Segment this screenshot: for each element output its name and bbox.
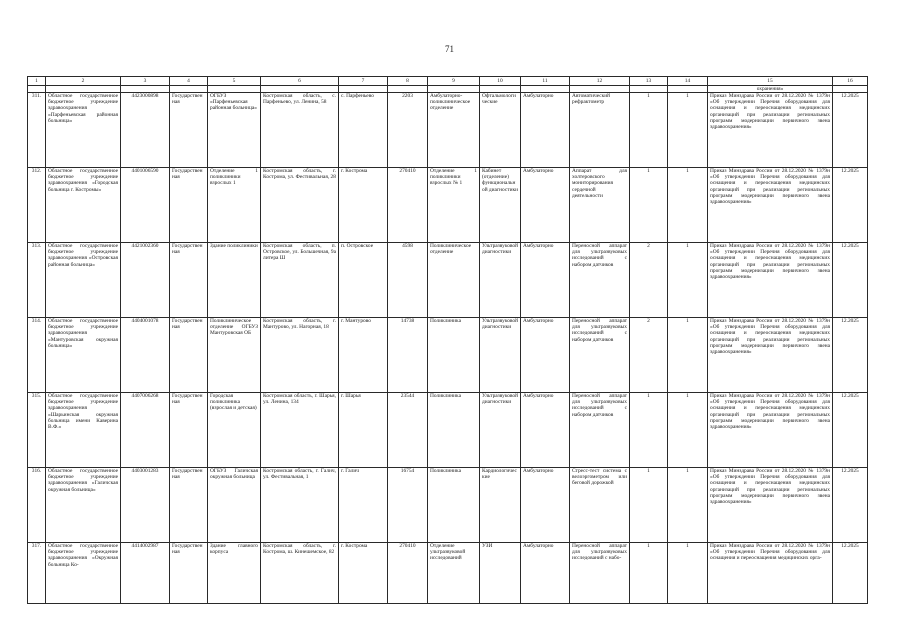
quantity-a	[630, 393, 668, 468]
column-header: 3	[121, 77, 170, 86]
locality-code-text: 14738	[400, 318, 415, 325]
structural-unit	[208, 93, 261, 168]
institution-name-text: Областное государственное бюджетное учреждение здравоохранения «Окружная больница Ко-	[48, 543, 118, 568]
equipment-name-text: Переносной аппарат для ультразвуковых исследований с набором датчиков	[572, 393, 627, 418]
quantity-a-text: 1	[647, 543, 650, 550]
page-number: 71	[445, 44, 454, 54]
address	[261, 543, 339, 604]
address-text: Костромская область, г. Кострома, ул. Фестивальная, 28	[263, 168, 336, 181]
quantity-b-text: 1	[686, 93, 689, 100]
deadline	[833, 318, 868, 393]
ownership-type-text: Государственная	[172, 543, 203, 556]
legal-basis	[708, 468, 833, 543]
locality-code	[388, 168, 428, 243]
row-number-text: 316.	[31, 468, 42, 475]
locality-code	[388, 93, 428, 168]
institution-name	[46, 543, 121, 604]
quantity-b-text: 1	[686, 243, 689, 250]
deadline	[833, 468, 868, 543]
column-header: 7	[339, 77, 388, 86]
quantity-b	[668, 168, 708, 243]
profile	[480, 93, 521, 168]
locality-code	[388, 393, 428, 468]
department	[428, 318, 480, 393]
locality-code-text: 2203	[402, 93, 413, 100]
address-text: Костромская область, г. Шарья, ул. Ленина, 134	[263, 393, 336, 406]
care-conditions	[521, 243, 570, 318]
profile-text: УЗИ	[482, 543, 493, 550]
care-conditions	[521, 543, 570, 604]
ownership-type-text: Государственная	[172, 318, 203, 331]
profile-text: Ультразвуковой диагностики	[482, 243, 518, 256]
row-number-text: 317.	[31, 543, 42, 550]
institution-name-text: Областное государственное бюджетное учреждение здравоохранения «Островская районная больница»	[48, 243, 118, 268]
column-header: 4	[170, 77, 208, 86]
structural-unit	[208, 543, 261, 604]
locality	[339, 393, 388, 468]
ownership-type	[170, 393, 208, 468]
continuation-text: охранения»	[708, 86, 833, 93]
profile-text: Ультразвуковой диагностики	[482, 318, 518, 331]
legal-basis-text: Приказ Минздрава России от 28.12.2020 № 1379н «Об утверждении Перечня оборудования для оснащения и переоснащения медицинских организаций при реализации региональных программ модернизации первичного звена здравоохранения»	[710, 318, 830, 355]
column-header: 11	[521, 77, 570, 86]
department-text: Поликлиника	[430, 468, 461, 475]
locality	[339, 93, 388, 168]
quantity-a-text: 2	[647, 243, 650, 250]
inn-code	[121, 168, 170, 243]
quantity-a-text: 2	[647, 318, 650, 325]
inn-code	[121, 393, 170, 468]
table-row	[28, 318, 868, 393]
equipment-name	[570, 93, 630, 168]
profile	[480, 543, 521, 604]
row-number-text: 311.	[31, 93, 42, 100]
care-conditions	[521, 468, 570, 543]
quantity-b-text: 1	[686, 543, 689, 550]
equipment-name	[570, 468, 630, 543]
institution-name-text: Областное государственное бюджетное учреждение здравоохранения «Мантуровская окружная больница»	[48, 318, 118, 349]
deadline-text: 12.2025	[841, 243, 859, 250]
legal-basis-text: Приказ Минздрава России от 28.12.2020 № 1379н «Об утверждении Перечня оборудования для оснащения и переоснащения медицинских организаций при реализации региональных программ модернизации первичного звена здравоохранения»	[710, 168, 830, 205]
row-number	[28, 318, 46, 393]
equipment-name	[570, 543, 630, 604]
table-row	[28, 393, 868, 468]
quantity-b	[668, 93, 708, 168]
locality	[339, 243, 388, 318]
deadline-text: 12.2025	[841, 543, 859, 550]
care-conditions-text: Амбулаторно	[523, 543, 554, 550]
inn-code-text: 4403001283	[131, 468, 159, 475]
equipment-name-text: Переносной аппарат для ультразвуковых исследований с набором датчиков	[572, 318, 627, 343]
address-text: Костромская область, г. Галич, ул. Фестивальная, 1	[263, 468, 336, 481]
row-number-text: 314.	[31, 318, 42, 325]
locality-text: г. Кострома	[341, 543, 368, 550]
locality-text: г. Шарья	[341, 393, 361, 400]
locality-code-text: 16754	[400, 468, 415, 475]
care-conditions	[521, 393, 570, 468]
ownership-type-text: Государственная	[172, 168, 203, 181]
inn-code	[121, 318, 170, 393]
column-header: 13	[630, 77, 668, 86]
column-header: 16	[833, 77, 868, 86]
department-text: Отделение ультразвуковой исследований	[430, 543, 466, 562]
profile	[480, 393, 521, 468]
quantity-b-text: 1	[686, 318, 689, 325]
address-text: Костромская область, с. Парфеньево, ул. Ленина, 58	[263, 93, 336, 106]
locality-code	[388, 243, 428, 318]
equipment-name	[570, 393, 630, 468]
care-conditions-text: Амбулаторно	[523, 318, 554, 325]
table-row	[28, 168, 868, 243]
table-row	[28, 468, 868, 543]
legal-basis-text: Приказ Минздрава России от 28.12.2020 № 1379н «Об утверждении Перечня оборудования для оснащения и переоснащения медицинских организаций при реализации региональных программ модернизации первичного звена здравоохранения»	[710, 393, 830, 430]
legal-basis	[708, 243, 833, 318]
address	[261, 468, 339, 543]
institution-name	[46, 93, 121, 168]
institution-name	[46, 393, 121, 468]
quantity-a-text: 1	[647, 168, 650, 175]
equipment-name-text: Аппарат для холтеровского мониторирования сердечной деятельности	[572, 168, 627, 199]
deadline-text: 12.2025	[841, 318, 859, 325]
locality	[339, 168, 388, 243]
header-row	[28, 77, 868, 86]
deadline	[833, 93, 868, 168]
structural-unit-text: Здание главного корпуса	[210, 543, 258, 556]
department-text: Поликлиника	[430, 393, 461, 400]
quantity-a	[630, 468, 668, 543]
deadline	[833, 543, 868, 604]
inn-code	[121, 243, 170, 318]
ownership-type	[170, 318, 208, 393]
address-text: Костромская область, п. Островское, ул. Большечная, 9а литера Ш	[263, 243, 336, 262]
quantity-b-text: 1	[686, 168, 689, 175]
care-conditions-text: Амбулаторно	[523, 93, 554, 100]
locality-code	[388, 543, 428, 604]
equipment-table	[27, 76, 868, 604]
deadline-text: 12.2025	[841, 93, 859, 100]
table-row	[28, 543, 868, 604]
locality-code-text: 270410	[399, 168, 416, 175]
structural-unit-text: Поликлиническое отделение ОГБУЗ Мантуровская ОБ	[210, 318, 258, 337]
profile-text: Офтальмологические	[482, 93, 516, 106]
locality-code	[388, 468, 428, 543]
department	[428, 393, 480, 468]
locality-code-text: 4598	[402, 243, 413, 250]
quantity-b-text: 1	[686, 393, 689, 400]
equipment-name	[570, 243, 630, 318]
row-number	[28, 468, 46, 543]
quantity-a	[630, 318, 668, 393]
profile-text: Кабинет (отделение) функциональной диагностики	[482, 168, 519, 193]
deadline	[833, 393, 868, 468]
locality-text: г. Мантурово	[341, 318, 371, 325]
legal-basis-text: Приказ Минздрава России от 28.12.2020 № 1379н «Об утверждении Перечня оборудования для оснащения и переоснащения медицинских организаций при реализации региональных программ модернизации первичного звена здравоохранения»	[710, 93, 830, 130]
locality-text: п. Островское	[341, 243, 374, 250]
quantity-a-text: 1	[647, 93, 650, 100]
equipment-name-text: Автоматический рефрактометр	[572, 93, 611, 106]
locality	[339, 318, 388, 393]
quantity-a	[630, 93, 668, 168]
column-header: 5	[208, 77, 261, 86]
row-number-text: 312.	[31, 168, 42, 175]
department-text: Поликлиническое отделение	[430, 243, 472, 256]
column-header: 15	[708, 77, 833, 86]
inn-code-text: 4423000898	[131, 93, 159, 100]
column-header: 8	[388, 77, 428, 86]
inn-code-text: 4407006268	[131, 393, 159, 400]
department-text: Поликлиника	[430, 318, 461, 325]
equipment-name-text: Стресс-тест система с велоэргометром или беговой дорожкой	[572, 468, 627, 487]
structural-unit-text: ОГБУЗ «Парфеньевская районная больница»	[210, 93, 257, 112]
row-number-text: 313.	[31, 243, 42, 250]
ownership-type	[170, 168, 208, 243]
care-conditions-text: Амбулаторно	[523, 393, 554, 400]
column-header: 14	[668, 77, 708, 86]
department-text: Амбулаторно-поликлиническое отделение	[430, 93, 471, 112]
quantity-b	[668, 543, 708, 604]
legal-basis	[708, 543, 833, 604]
ownership-type	[170, 243, 208, 318]
quantity-a	[630, 168, 668, 243]
locality	[339, 543, 388, 604]
institution-name-text: Областное государственное бюджетное учреждение здравоохранения «Городская больница г. Костромы»	[48, 168, 118, 193]
care-conditions	[521, 318, 570, 393]
column-header: 12	[570, 77, 630, 86]
institution-name-text: Областное государственное бюджетное учреждение здравоохранения «Шарьинская окружная больница имени Каверина В.Ф.»	[48, 393, 118, 430]
continuation-row	[28, 86, 868, 93]
quantity-a	[630, 543, 668, 604]
quantity-b	[668, 318, 708, 393]
structural-unit	[208, 468, 261, 543]
institution-name	[46, 318, 121, 393]
ownership-type-text: Государственная	[172, 243, 203, 256]
locality-code-text: 270410	[399, 543, 416, 550]
structural-unit	[208, 393, 261, 468]
inn-code-text: 4421002360	[131, 243, 159, 250]
row-number	[28, 393, 46, 468]
locality-text: г. Галич	[341, 468, 360, 475]
inn-code	[121, 468, 170, 543]
structural-unit	[208, 168, 261, 243]
address-text: Костромская область, г. Кострома, ш. Кинешемское, 82	[263, 543, 336, 556]
legal-basis	[708, 168, 833, 243]
department	[428, 243, 480, 318]
deadline	[833, 168, 868, 243]
column-header: 1	[28, 77, 46, 86]
row-number-text: 315.	[31, 393, 42, 400]
locality-text: г. Кострома	[341, 168, 368, 175]
locality-code	[388, 318, 428, 393]
column-header: 6	[261, 77, 339, 86]
legal-basis	[708, 93, 833, 168]
deadline-text: 12.2025	[841, 168, 859, 175]
row-number	[28, 243, 46, 318]
quantity-a-text: 1	[647, 468, 650, 475]
legal-basis-text: Приказ Минздрава России от 28.12.2020 № 1379н «Об утверждении Перечня оборудования для оснащения и переоснащения медицинских орга-	[710, 543, 830, 562]
ownership-type	[170, 468, 208, 543]
ownership-type-text: Государственная	[172, 468, 203, 481]
care-conditions	[521, 168, 570, 243]
inn-code-text: 4401006590	[131, 168, 159, 175]
inn-code-text: 4404001078	[131, 318, 159, 325]
locality-code-text: 23544	[400, 393, 415, 400]
address	[261, 93, 339, 168]
legal-basis	[708, 393, 833, 468]
row-number	[28, 93, 46, 168]
inn-code-text: 4414002987	[131, 543, 159, 550]
ownership-type	[170, 93, 208, 168]
quantity-a-text: 1	[647, 393, 650, 400]
deadline	[833, 243, 868, 318]
address	[261, 168, 339, 243]
ownership-type-text: Государственная	[172, 93, 203, 106]
ownership-type	[170, 543, 208, 604]
equipment-name	[570, 168, 630, 243]
institution-name	[46, 168, 121, 243]
legal-basis	[708, 318, 833, 393]
locality-text: с. Парфеньево	[341, 93, 374, 100]
equipment-name	[570, 318, 630, 393]
structural-unit	[208, 318, 261, 393]
institution-name-text: Областное государственное бюджетное учреждение здравоохранения «Парфеньевская районная больница»	[48, 93, 118, 124]
institution-name	[46, 243, 121, 318]
structural-unit-text: Здание поликлиники	[210, 243, 258, 250]
care-conditions-text: Амбулаторно	[523, 468, 554, 475]
deadline-text: 12.2025	[841, 393, 859, 400]
address	[261, 393, 339, 468]
profile	[480, 243, 521, 318]
care-conditions	[521, 93, 570, 168]
deadline-text: 12.2025	[841, 468, 859, 475]
address	[261, 243, 339, 318]
column-header: 10	[480, 77, 521, 86]
inn-code	[121, 543, 170, 604]
institution-name-text: Областное государственное бюджетное учреждение здравоохранения «Галичская окружная больница»	[48, 468, 118, 493]
column-header: 9	[428, 77, 480, 86]
ownership-type-text: Государственная	[172, 393, 203, 406]
profile	[480, 168, 521, 243]
row-number	[28, 543, 46, 604]
equipment-name-text: Переносной аппарат для ультразвуковых исследований с набо-	[572, 543, 627, 562]
inn-code	[121, 93, 170, 168]
care-conditions-text: Амбулаторно	[523, 243, 554, 250]
profile-text: Кардиологические	[482, 468, 517, 481]
equipment-name-text: Переносной аппарат для ультразвуковых исследований с набором датчиков	[572, 243, 627, 268]
table-row	[28, 93, 868, 168]
quantity-a	[630, 243, 668, 318]
address	[261, 318, 339, 393]
structural-unit	[208, 243, 261, 318]
quantity-b	[668, 393, 708, 468]
department	[428, 468, 480, 543]
structural-unit-text: ОГБУЗ Галичская окружная больница	[210, 468, 258, 481]
structural-unit-text: Городская поликлиника (взрослая и детская)	[210, 393, 257, 412]
institution-name	[46, 468, 121, 543]
quantity-b	[668, 468, 708, 543]
row-number	[28, 168, 46, 243]
department	[428, 543, 480, 604]
department-text: Отделение 1 поликлиники взрослых № 1	[430, 168, 477, 187]
profile-text: Ультразвуковой диагностики	[482, 393, 518, 406]
department	[428, 168, 480, 243]
address-text: Костромская область, г. Мантурово, ул. Нагорная, 18	[263, 318, 336, 331]
quantity-b-text: 1	[686, 468, 689, 475]
profile	[480, 318, 521, 393]
department	[428, 93, 480, 168]
legal-basis-text: Приказ Минздрава России от 28.12.2020 № 1379н «Об утверждении Перечня оборудования для оснащения и переоснащения медицинских организаций при реализации региональных программ модернизации первичного звена здравоохранения»	[710, 243, 830, 280]
table-row	[28, 243, 868, 318]
locality	[339, 468, 388, 543]
structural-unit-text: Отделение 1 поликлиники взрослых 1	[210, 168, 258, 187]
care-conditions-text: Амбулаторно	[523, 168, 554, 175]
column-header: 2	[46, 77, 121, 86]
profile	[480, 468, 521, 543]
legal-basis-text: Приказ Минздрава России от 28.12.2020 № 1379н «Об утверждении Перечня оборудования для оснащения и переоснащения медицинских организаций при реализации региональных программ модернизации первичного звена здравоохранения»	[710, 468, 830, 505]
quantity-b	[668, 243, 708, 318]
